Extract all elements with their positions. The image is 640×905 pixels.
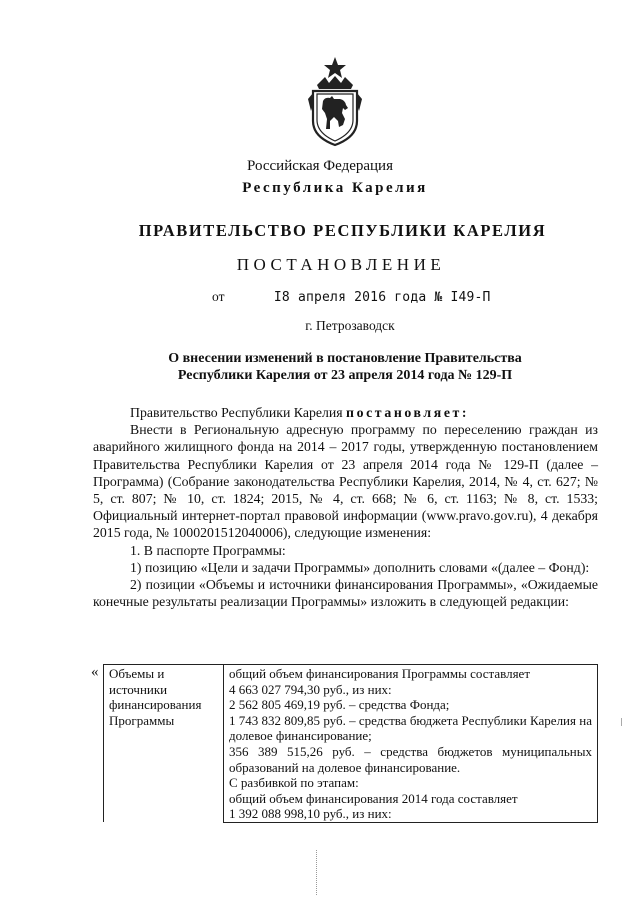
table-row	[104, 665, 598, 823]
intro-lead: Правительство Республики Карелия	[130, 405, 347, 420]
paragraph-2: 1. В паспорте Программы:	[130, 542, 286, 558]
republic-name: Республика Карелия	[242, 180, 428, 196]
financing-line: 1 743 832 809,85 руб. – средства бюджета Республики Карелия на долевое финансирование;	[229, 712, 592, 744]
margin-mark	[621, 718, 622, 726]
table-right-content	[224, 665, 598, 823]
country-name: Российская Федерация	[247, 158, 393, 174]
karelia-coat-of-arms-icon	[305, 55, 365, 147]
date-and-number: I8 апреля 2016 года № I49-П	[273, 290, 491, 305]
document-body	[93, 404, 598, 610]
table-left-label: Объемы и источники финансирования Программы	[104, 665, 224, 823]
financing-line: общий объем финансирования Программы составляет	[229, 666, 531, 681]
intro-decree-word: постановляет:	[346, 405, 470, 420]
financing-line: 2 562 805 469,19 руб. – средства Фонда;	[229, 697, 450, 713]
title-line-2: Республики Карелия от 23 апреля 2014 года № 129-П	[177, 368, 513, 383]
paragraph-1: Внести в Региональную адресную программу по переселению граждан из аварийного жилищного фонда на 2014 – 2017 годы, утвержденную постановлением Правительства Республики Карелия от 23 апреля 2014 года № 129-П (далее – Программа) (Собрание законодательства Республики Карелия, 2014, № 4, ст. 627; № 5, ст. 807; № 10, ст. 1824; 2015, № 4, ст. 668; № 6, ст. 1163; № 8, ст. 1533; Официальный интернет-портал правовой информации (www.pravo.gov.ru), 4 декабря 2015 года, № 1000201512040006), следующие изменения:	[93, 422, 598, 541]
financing-line: 1 392 088 998,10 руб., из них:	[229, 806, 392, 822]
date-prefix: от	[212, 289, 225, 304]
city-name: г. Петрозаводск	[305, 318, 395, 333]
financing-line: общий объем финансирования 2014 года составляет	[229, 790, 518, 806]
financing-line: 356 389 515,26 руб. – средства бюджетов муниципальных образований на долевое финансирование.	[229, 743, 592, 775]
financing-line: 4 663 027 794,30 руб., из них:	[229, 681, 392, 697]
document-title	[95, 350, 595, 384]
fold-mark	[316, 850, 317, 895]
paragraph-4: 2) позиции «Объемы и источники финансирования Программы», «Ожидаемые конечные результаты реализации Программы» изложить в следующей редакции:	[93, 577, 598, 610]
document-type: ПОСТАНОВЛЕНИЕ	[236, 255, 446, 274]
title-line-1: О внесении изменений в постановление Правительства	[168, 351, 522, 366]
opening-quote-mark: «	[91, 664, 99, 680]
paragraph-3: 1) позицию «Цели и задачи Программы» дополнить словами «(далее – Фонд):	[130, 559, 590, 575]
financing-line: С разбивкой по этапам:	[229, 775, 359, 791]
government-name: ПРАВИТЕЛЬСТВО РЕСПУБЛИКИ КАРЕЛИЯ	[138, 221, 547, 240]
intro-paragraph	[93, 404, 598, 421]
date-number-line	[212, 289, 491, 305]
financing-table	[103, 664, 598, 823]
